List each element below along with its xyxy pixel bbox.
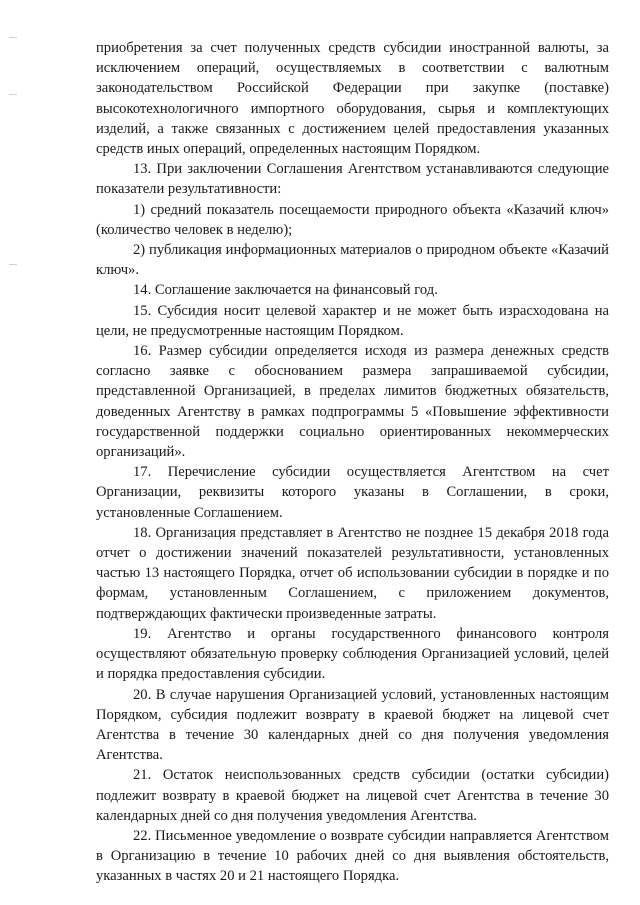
paragraph-13-item-1: 1) средний показатель посещаемости природного объекта «Казачий ключ» (количество человек в неделю);: [96, 201, 609, 238]
paragraph-continuation: приобретения за счет полученных средств субсидии иностранной валюты, за исключением операций, осуществляемых в соответствии с валютным законодательством Российской Федерации при закупке (поставке) высокотехнологичного импортного оборудования, сырья и комплектующих изделий, а также связанных с достижением целей предоставления указанных средств иных операций, определенных настоящим Порядком.: [96, 40, 609, 158]
paragraph-14: 14. Соглашение заключается на финансовый год.: [133, 282, 438, 299]
paragraph-13: 13. При заключении Соглашения Агентством устанавливаются следующие показатели результативности:: [96, 161, 609, 198]
paragraph-15: 15. Субсидия носит целевой характер и не может быть израсходована на цели, не предусмотренные настоящим Порядком.: [96, 302, 609, 339]
scan-edge-mark: [9, 264, 17, 265]
paragraph-21: 21. Остаток неиспользованных средств субсидии (остатки субсидии) подлежит возврату в краевой бюджет на лицевой счет Агентства в течение 30 календарных дней со дня получения уведомления Агентства.: [96, 767, 609, 824]
paragraph-17: 17. Перечисление субсидии осуществляется Агентством на счет Организации, реквизиты которого указаны в Соглашении, в сроки, установленные Соглашением.: [96, 464, 609, 521]
scan-edge-mark: [9, 37, 17, 38]
paragraph-16: 16. Размер субсидии определяется исходя из размера денежных средств согласно заявке с обоснованием размера запрашиваемой субсидии, представленной Организацией, в пределах лимитов бюджетных обязательств, доведенных Агентству в рамках подпрограммы 5 «Повышение эффективности государственной поддержки социально ориентированных некоммерческих организаций».: [96, 343, 609, 461]
paragraph-19: 19. Агентство и органы государственного финансового контроля осуществляют обязательную проверку соблюдения Организацией условий, целей и порядка предоставления субсидии.: [96, 625, 609, 683]
scan-edge-mark: [9, 94, 17, 95]
paragraph-18: 18. Организация представляет в Агентство не позднее 15 декабря 2018 года отчет о достижении значений показателей результативности, установленных частью 13 настоящего Порядка, отчет об использовании субсидии в порядке и по формам, установленным Соглашением, с приложением документов, подтверждающих фактически произведенные затраты.: [96, 524, 609, 622]
paragraph-20: 20. В случае нарушения Организацией условий, установленных настоящим Порядком, субсидия подлежит возврату в краевой бюджет на лицевой счет Агентства в течение 30 календарных дней со дня получения уведомления Агентства.: [96, 686, 609, 764]
document-page: [96, 38, 609, 887]
paragraph-22: 22. Письменное уведомление о возврате субсидии направляется Агентством в Организацию в течение 10 рабочих дней со дня выявления обстоятельств, указанных в частях 20 и 21 настоящего Порядка.: [96, 827, 609, 885]
paragraph-13-item-2: 2) публикация информационных материалов о природном объекте «Казачий ключ».: [96, 242, 609, 279]
